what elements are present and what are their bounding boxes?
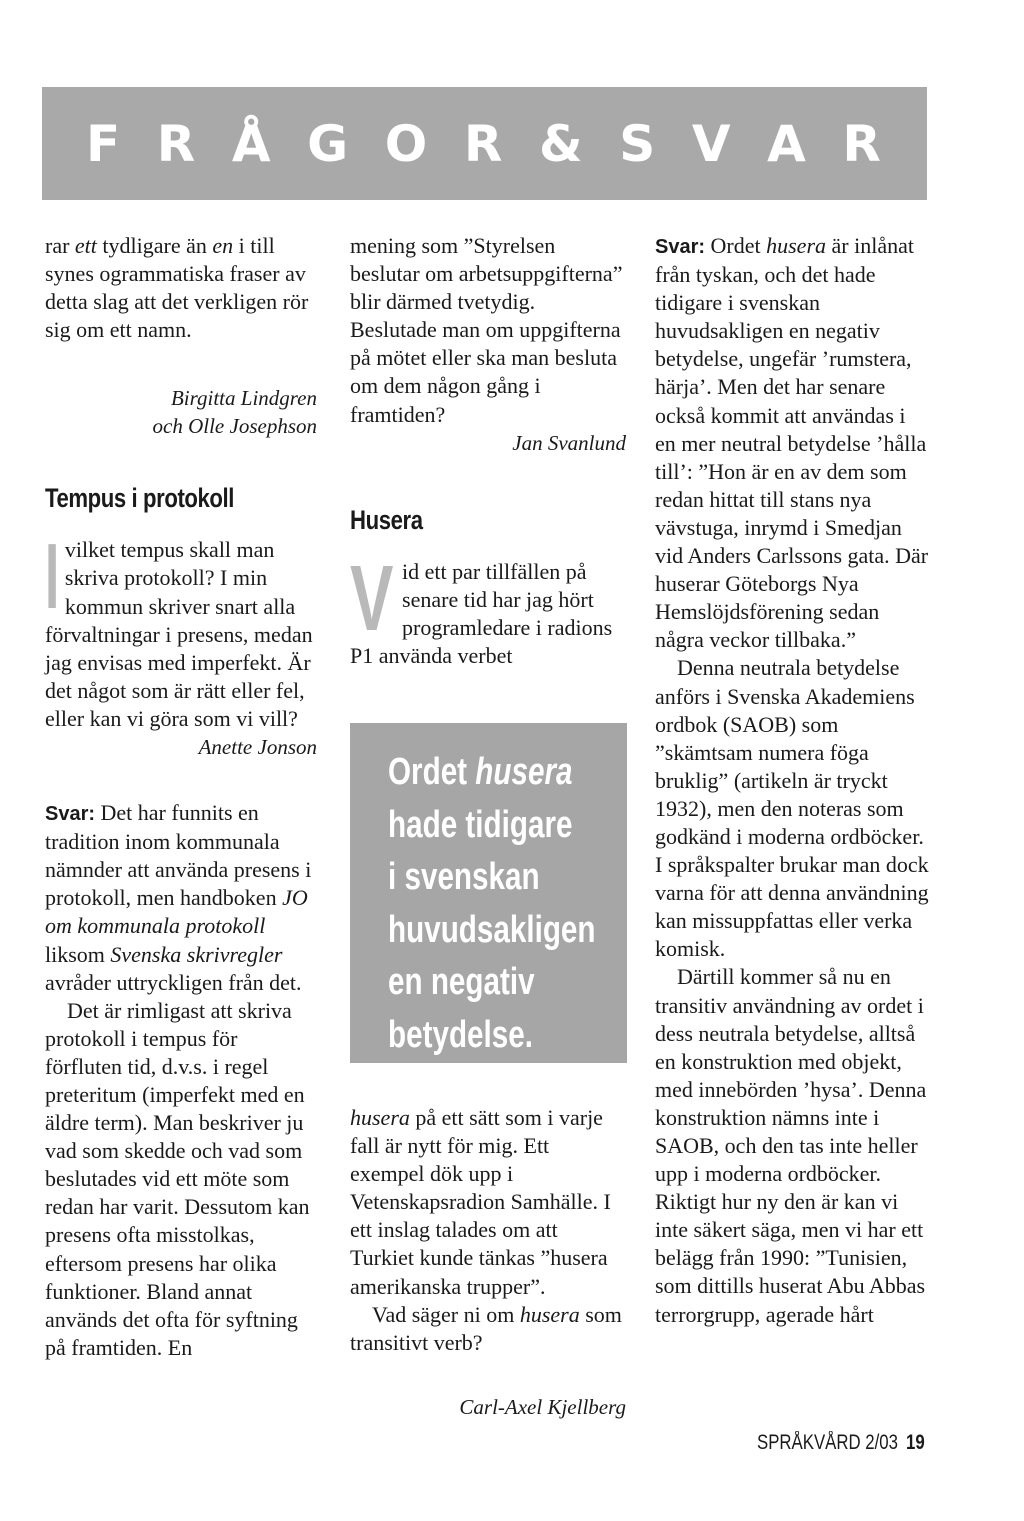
page-footer <box>757 1431 925 1455</box>
banner-letter: S <box>619 114 656 173</box>
col1-paragraph-3: Svar: Det har funnits en tradition inom kommunala nämnder att använda presens i protokoll, men handboken JO om kommunala protokoll liksom Svenska skrivregler avråder uttryckligen från det. <box>45 800 312 995</box>
column-1 <box>45 232 317 1362</box>
col2-paragraph-4: Vad säger ni om husera som transitivt verb? <box>350 1301 622 1355</box>
section-banner <box>42 87 927 200</box>
banner-letter: R <box>842 114 881 173</box>
col1-question <box>45 524 317 733</box>
col2-paragraph-3: husera på ett sätt som i varje fall är nytt för mig. Ett exempel dök upp i Vetenskapsradion Samhälle. I ett inslag talades om att Turkiet kunde tänkas ”husera amerikanska trupper”. <box>350 1105 611 1299</box>
banner-letter: R <box>463 114 503 173</box>
banner-letter: O <box>384 114 428 173</box>
dropcap-v: V <box>350 545 394 650</box>
svar-label-2: Svar: <box>655 236 706 258</box>
col1-paragraph-1: rar ett tydligare än en i till synes ogrammatiska fraser av detta slag att det verkligen rör sig om ett namn. <box>45 233 309 343</box>
dropcap-i: I <box>45 524 60 629</box>
column-2 <box>350 232 626 670</box>
col2-paragraph-2: id ett par tillfällen på senare tid har jag hört programledare i radions P1 använda verbet <box>350 558 613 668</box>
column-2-lower <box>350 1104 626 1421</box>
col3-paragraph-3: Därtill kommer så nu en transitiv användning av ordet i dess neutrala betydelse, alltså en konstruktion med objekt, med innebörden ’hysa’. Denna konstruktion nämns inte i SAOB, och den tas inte heller upp i moderna ordböcker. Riktigt hur ny den är kan vi inte säkert säga, men vi har ett belägg från 1990: ”Tunisien, som dittills huserat Abu Abbas terrorgrupp, agerade hårt <box>655 964 927 1327</box>
banner-letter: F <box>86 114 121 173</box>
journal-name: SPRÅKVÅRD 2/03 <box>757 1431 898 1454</box>
banner-letter: V <box>691 114 731 173</box>
pull-quote-text: Ordet husera hade tidigare i svenskan huvudsakligen en negativ betydelse. <box>388 751 596 1056</box>
col2-signature-1: Jan Svanlund <box>512 430 626 455</box>
pull-quote <box>350 723 627 1063</box>
col3-paragraph-2: Denna neutrala betydelse anförs i Svenska Akademiens ordbok (SAOB) som ”skämtsam numera föga bruklig” (artikeln är tryckt 1932), men den noteras som godkänd i moderna ordböcker. I språkspalter brukar man dock varna för att denna användning kan missuppfattas eller verka komisk. <box>655 655 929 962</box>
col3-paragraph-1: Svar: Ordet husera är inlånat från tyskan, och det hade tidigare i svenskan huvudsakligen en negativ betydelse, ungefär ’rumstera, härja’. Men det har senare också kommit att användas i en mer neutral betydelse ’hålla till’: ”Hon är en av dem som redan hittat till stans nya vävstuga, inrymd i Smedjan vid Anders Carlssons gata. Där huserar Göteborgs Nya Hemslöjdsförening sedan några veckor tillbaka.” <box>655 233 929 653</box>
banner-letter: A <box>767 114 806 173</box>
page-number: 19 <box>906 1431 925 1454</box>
col1-signature-2: Anette Jonson <box>198 735 317 760</box>
banner-letter: Å <box>231 114 271 173</box>
col2-signature-2: Carl-Axel Kjellberg <box>459 1394 626 1419</box>
banner-title <box>42 87 927 200</box>
banner-letter: R <box>156 114 196 173</box>
banner-letter: G <box>307 114 349 173</box>
heading-tempus: Tempus i protokoll <box>45 483 235 514</box>
col1-signature-1-line2: och Olle Josephson <box>152 414 317 439</box>
svar-label-1: Svar: <box>45 803 96 826</box>
col1-signature-1-line1: Birgitta Lindgren <box>170 386 317 411</box>
col1-paragraph-2: vilket tempus skall man skriva protokoll? I min kommun skriver snart alla förvaltningar i presens, medan jag envisas med imperfekt. Är det något som är rätt eller fel, eller kan vi göra som vi vill? <box>45 537 313 731</box>
col2-question <box>350 545 626 670</box>
heading-husera: Husera <box>350 504 423 535</box>
banner-letter: & <box>539 114 583 173</box>
col1-paragraph-4: Det är rimligast att skriva protokoll i tempus för förfluten tid, d.v.s. i regel preteritum (imperfekt med en äldre term). Man beskriver ju vad som skedde och vad som beslutades vid ett möte som redan har varit. Dessutom kan presens ofta misstolkas, eftersom presens har olika funktioner. Bland annat används det ofta för syftning på framtiden. En <box>45 997 310 1360</box>
column-3 <box>655 232 930 1329</box>
col2-paragraph-1: mening som ”Styrelsen beslutar om arbetsuppgifterna” blir därmed tvetydig. Beslutade man om uppgifterna på mötet eller ska man besluta om dem någon gång i framtiden? <box>350 233 623 427</box>
